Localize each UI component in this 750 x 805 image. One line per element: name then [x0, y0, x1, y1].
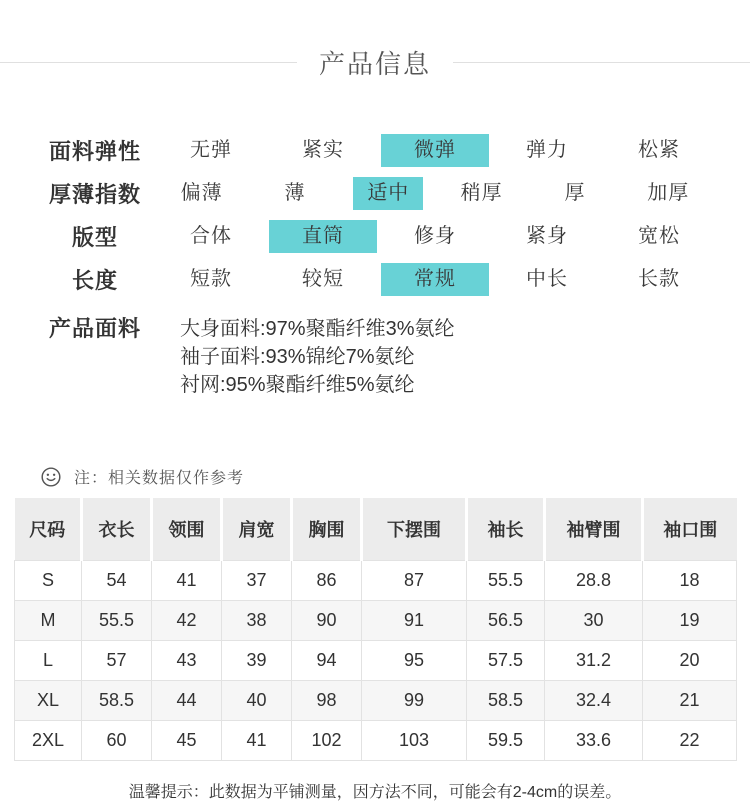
- size-cell: 41: [222, 721, 292, 761]
- size-table: [14, 498, 737, 761]
- attribute-row: [0, 172, 750, 215]
- attribute-option: [267, 134, 379, 167]
- attribute-option-selected: 适中: [353, 177, 423, 210]
- title-divider-right: [453, 62, 750, 63]
- attribute-option: [155, 263, 267, 296]
- size-cell: 18: [643, 561, 737, 601]
- size-cell: 54: [82, 561, 152, 601]
- attribute-label: 版型: [71, 225, 118, 250]
- fabric-label: 产品面料: [48, 316, 141, 341]
- size-cell: 60: [82, 721, 152, 761]
- attribute-label: 面料弹性: [48, 139, 141, 164]
- size-col-header: 领围: [152, 498, 222, 561]
- size-cell: 102: [292, 721, 362, 761]
- size-cell: 59.5: [467, 721, 545, 761]
- attribute-options: [155, 177, 715, 210]
- size-cell: 41: [152, 561, 222, 601]
- attribute-option: [267, 263, 379, 296]
- attribute-option-label: 无弹: [190, 139, 232, 161]
- attribute-option-label: 稍厚: [460, 182, 503, 204]
- size-cell: 44: [152, 681, 222, 721]
- size-cell: 39: [222, 641, 292, 681]
- size-cell: 42: [152, 601, 222, 641]
- size-cell: 28.8: [545, 561, 643, 601]
- product-attributes: [0, 129, 750, 301]
- size-cell-label: M: [15, 601, 82, 641]
- attribute-option: [622, 177, 715, 210]
- attribute-option-label: 中长: [526, 268, 568, 290]
- attribute-option-label: 弹力: [526, 139, 568, 161]
- attribute-option: [155, 177, 248, 210]
- size-cell: 57.5: [467, 641, 545, 681]
- table-row: [15, 561, 737, 601]
- attribute-option-selected: 微弹: [381, 134, 489, 167]
- size-cell: 98: [292, 681, 362, 721]
- section-header: [0, 0, 750, 81]
- size-col-header: 尺码: [15, 498, 82, 561]
- size-cell: 90: [292, 601, 362, 641]
- size-cell: 94: [292, 641, 362, 681]
- attribute-option-label: 偏薄: [180, 182, 223, 204]
- attribute-option: [491, 220, 603, 253]
- attribute-row: [0, 215, 750, 258]
- table-row: [15, 721, 737, 761]
- size-cell-label: L: [15, 641, 82, 681]
- size-col-header: 袖口围: [643, 498, 737, 561]
- size-cell: 31.2: [545, 641, 643, 681]
- attribute-option-label: 较短: [302, 268, 344, 290]
- size-cell: 95: [362, 641, 467, 681]
- size-col-header: 胸围: [292, 498, 362, 561]
- attribute-option: [603, 263, 715, 296]
- attribute-option-label: 薄: [284, 182, 306, 204]
- size-cell: 32.4: [545, 681, 643, 721]
- size-cell-label: 2XL: [15, 721, 82, 761]
- size-col-header: 袖长: [467, 498, 545, 561]
- attribute-option: [491, 263, 603, 296]
- attribute-option: [603, 134, 715, 167]
- fabric-line: 衬网:95%聚酯纤维5%氨纶: [180, 374, 415, 396]
- size-col-header: 肩宽: [222, 498, 292, 561]
- size-cell: 99: [362, 681, 467, 721]
- fabric-details: [155, 315, 750, 399]
- attribute-row: [0, 129, 750, 172]
- note-text: 注：相关数据仅作参考: [74, 470, 245, 487]
- attribute-option: [528, 177, 621, 210]
- title-divider-left: [0, 62, 297, 63]
- attribute-option: [379, 263, 491, 296]
- attribute-option: [379, 220, 491, 253]
- size-cell: 87: [362, 561, 467, 601]
- size-cell: 37: [222, 561, 292, 601]
- size-cell: 55.5: [467, 561, 545, 601]
- size-cell: 19: [643, 601, 737, 641]
- measurement-tip: 温馨提示：此数据为平铺测量，因方法不同，可能会有2-4cm的误差。: [128, 784, 622, 801]
- fabric-line: 大身面料:97%聚酯纤维3%氨纶: [180, 318, 455, 340]
- size-cell: 56.5: [467, 601, 545, 641]
- size-table-header-row: [15, 498, 737, 561]
- size-cell-label: XL: [15, 681, 82, 721]
- size-cell: 20: [643, 641, 737, 681]
- smiley-icon: [40, 466, 62, 488]
- attribute-option-label: 紧实: [302, 139, 344, 161]
- attribute-row: [0, 258, 750, 301]
- attribute-options: [155, 134, 715, 167]
- size-cell: 40: [222, 681, 292, 721]
- size-cell: 57: [82, 641, 152, 681]
- table-row: [15, 601, 737, 641]
- attribute-option-label: 短款: [190, 268, 232, 290]
- attribute-option-label: 合体: [190, 225, 232, 247]
- attribute-option-label: 宽松: [638, 225, 680, 247]
- attribute-option-selected: 常规: [381, 263, 489, 296]
- fabric-row: [0, 315, 750, 399]
- attribute-option-label: 修身: [414, 225, 456, 247]
- size-cell: 21: [643, 681, 737, 721]
- attribute-label: 厚薄指数: [48, 182, 141, 207]
- attribute-option: [342, 177, 435, 210]
- table-row: [15, 681, 737, 721]
- attribute-option: [267, 220, 379, 253]
- size-cell: 45: [152, 721, 222, 761]
- size-col-header: 衣长: [82, 498, 152, 561]
- size-col-header: 下摆围: [362, 498, 467, 561]
- attribute-option-label: 紧身: [526, 225, 568, 247]
- page-title: 产品信息: [319, 49, 432, 79]
- attribute-options: [155, 220, 715, 253]
- size-cell: 38: [222, 601, 292, 641]
- size-col-header: 袖臂围: [545, 498, 643, 561]
- attribute-option-label: 厚: [564, 182, 586, 204]
- attribute-option: [491, 134, 603, 167]
- attribute-options: [155, 263, 715, 296]
- size-cell: 91: [362, 601, 467, 641]
- table-row: [15, 641, 737, 681]
- attribute-option: [248, 177, 341, 210]
- attribute-option: [379, 134, 491, 167]
- attribute-option-label: 松紧: [638, 139, 680, 161]
- attribute-label: 长度: [71, 268, 118, 293]
- attribute-option-label: 加厚: [647, 182, 690, 204]
- attribute-option: [603, 220, 715, 253]
- fabric-line: 袖子面料:93%锦纶7%氨纶: [180, 346, 415, 368]
- size-cell-label: S: [15, 561, 82, 601]
- attribute-option: [435, 177, 528, 210]
- size-cell: 33.6: [545, 721, 643, 761]
- size-cell: 103: [362, 721, 467, 761]
- attribute-option-label: 长款: [638, 268, 680, 290]
- size-cell: 43: [152, 641, 222, 681]
- size-cell: 30: [545, 601, 643, 641]
- size-cell: 55.5: [82, 601, 152, 641]
- attribute-option-selected: 直筒: [269, 220, 377, 253]
- size-cell: 58.5: [467, 681, 545, 721]
- reference-note: [0, 465, 750, 488]
- size-cell: 86: [292, 561, 362, 601]
- size-cell: 22: [643, 721, 737, 761]
- attribute-option: [155, 134, 267, 167]
- attribute-option: [155, 220, 267, 253]
- size-cell: 58.5: [82, 681, 152, 721]
